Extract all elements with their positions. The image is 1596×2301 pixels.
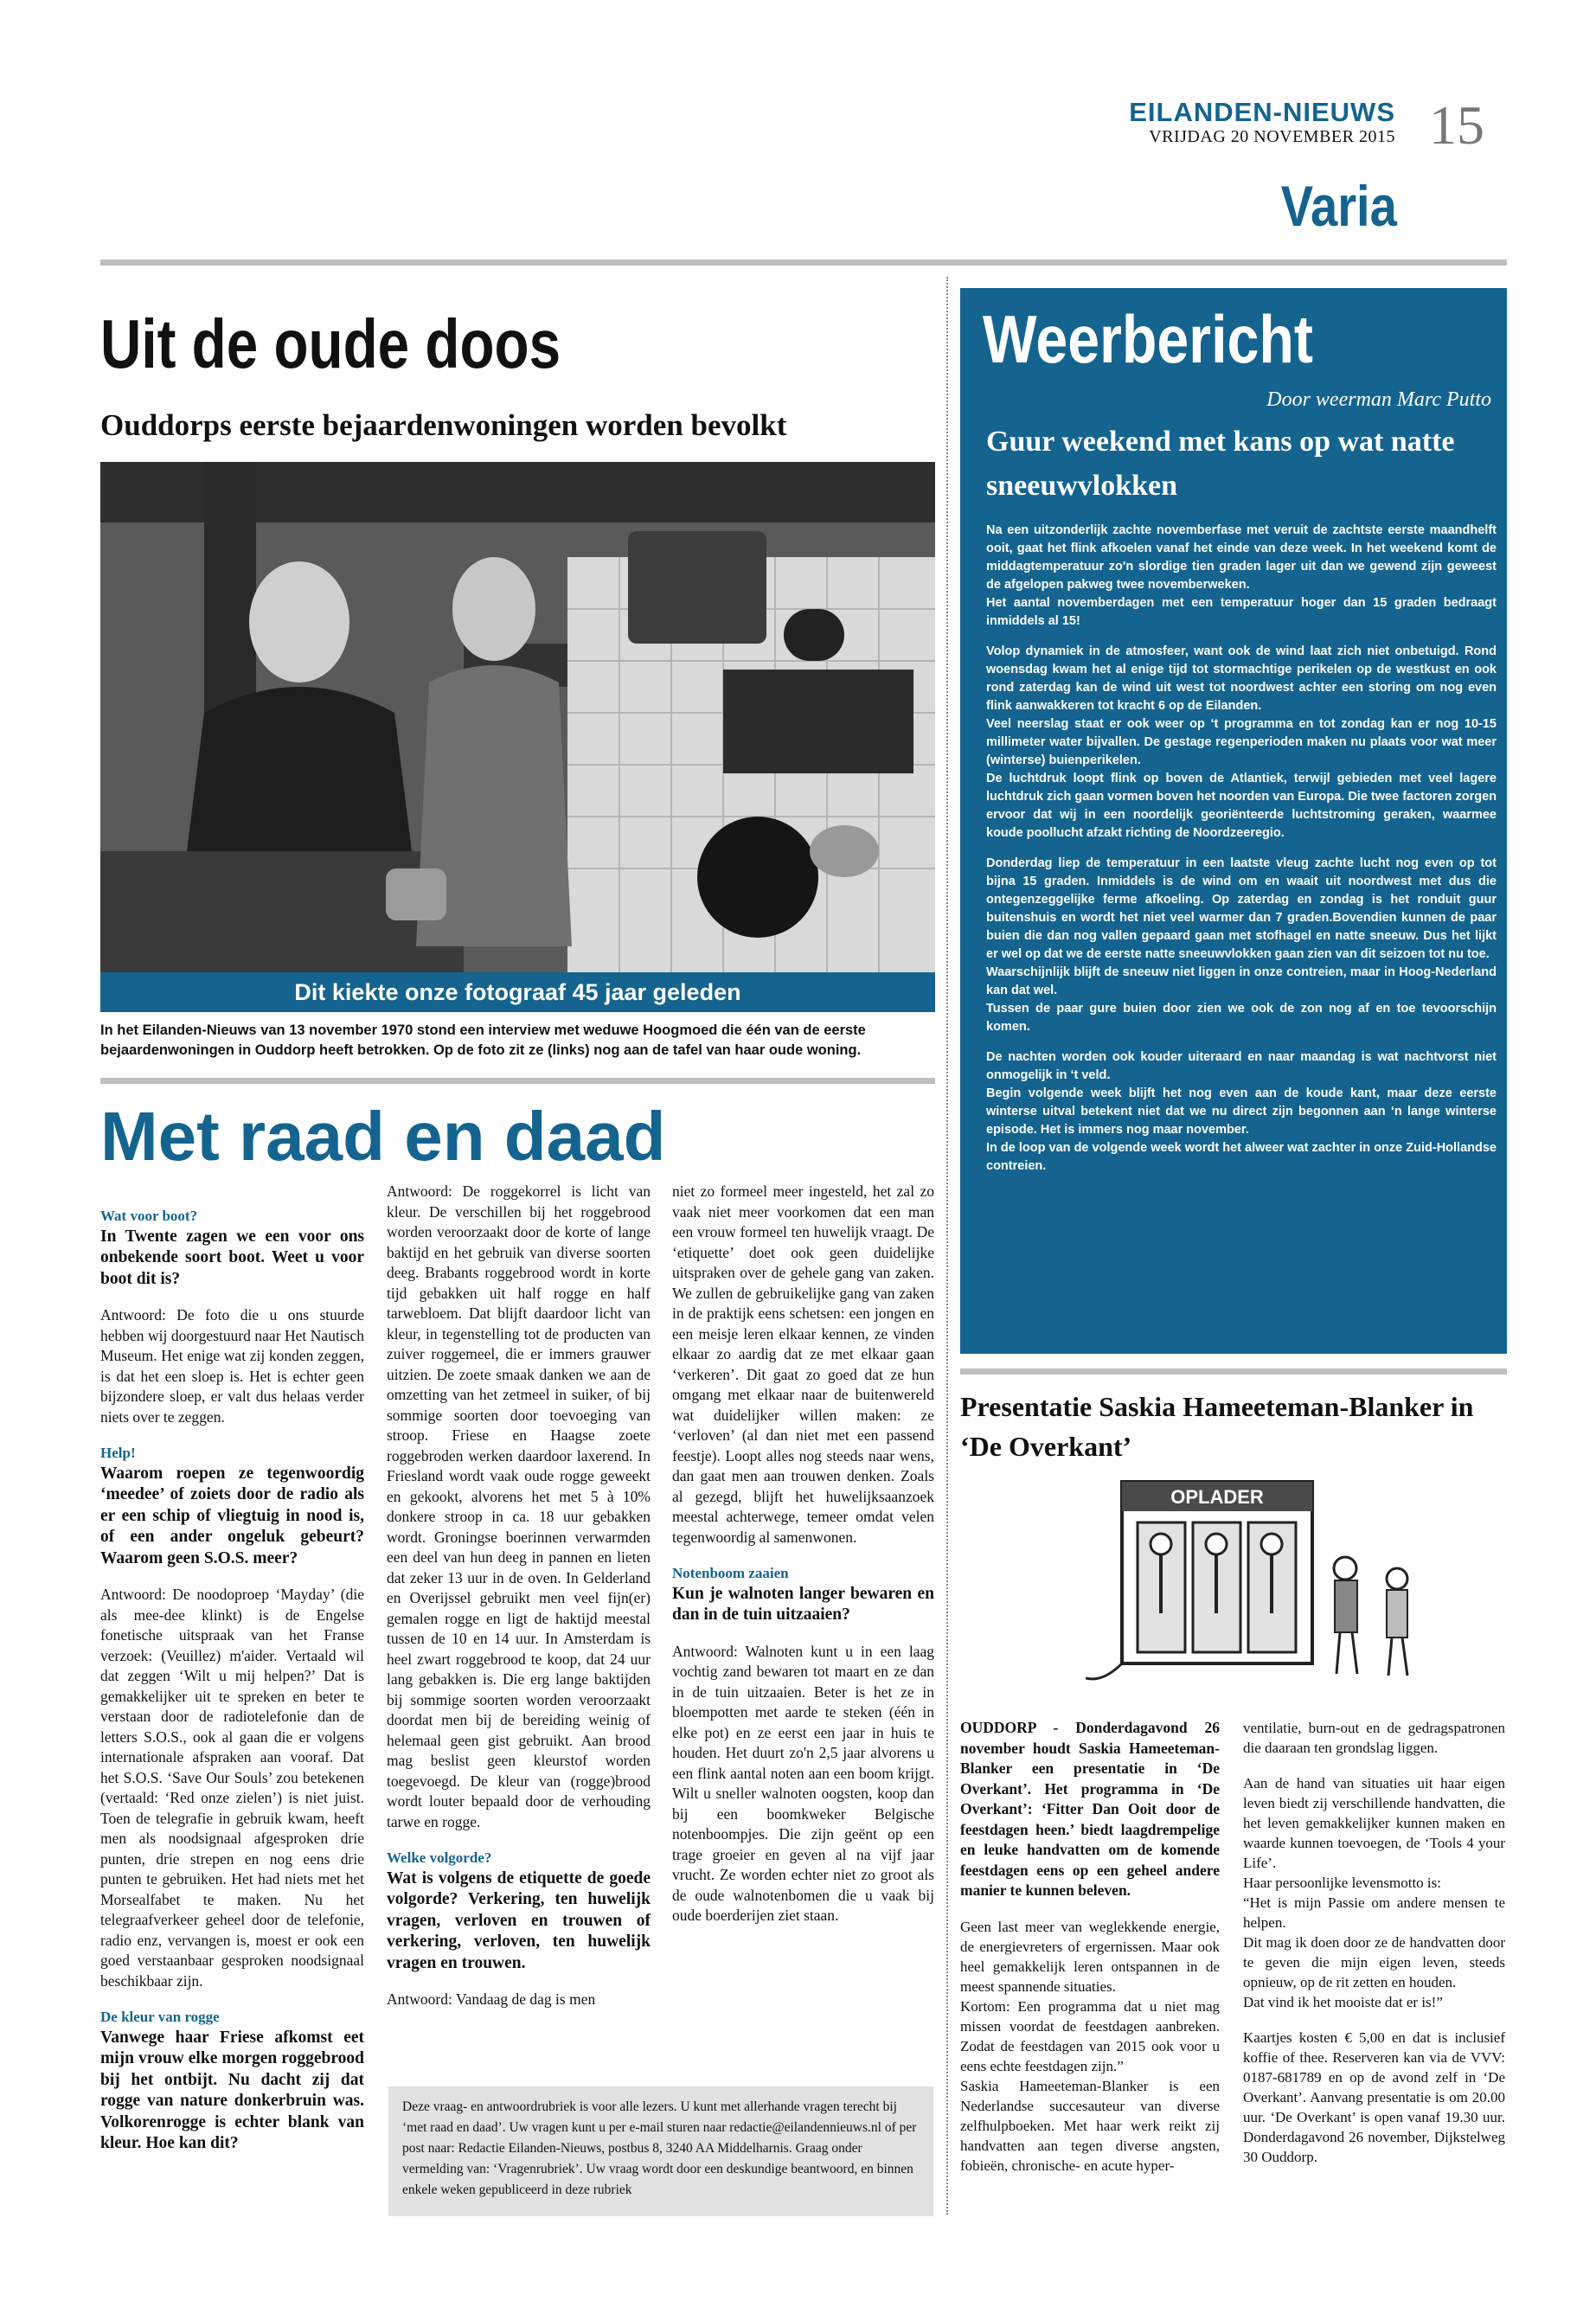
question-text: In Twente zagen we een voor ons onbekende soort boot. Weet u voor boot dit is?: [100, 1227, 364, 1288]
presentatie-column-2: [1243, 1718, 1505, 2167]
cartoon-label: OPLADER: [1170, 1486, 1264, 1508]
presentatie-paragraph: Dit mag ik doen door ze de handvatten door te geven die mijn eigen leven, steeds opnieuw, op de rit zetten en houden.: [1243, 1934, 1505, 1990]
presentatie-paragraph: “Het is mijn Passie om andere mensen te helpen.: [1243, 1894, 1505, 1931]
question-label: Welke volgorde?: [387, 1849, 492, 1866]
presentatie-paragraph: ventilatie, burn-out en de gedragspatronen die daaraan ten grondslag liggen.: [1243, 1720, 1505, 1756]
presentatie-paragraph: Dat vind ik het mooiste dat er is!”: [1243, 1994, 1443, 2010]
presentatie-column-1: [960, 1718, 1220, 2176]
weather-paragraph: Het aantal novemberdagen met een temperatuur hoger dan 15 graden bedraagt inmiddels al 15!: [986, 596, 1497, 628]
weather-subheadline: Guur weekend met kans op wat natte sneeuwvlokken: [986, 426, 1455, 502]
question-text: Waarom roepen ze tegenwoordig ‘meedee’ of zoiets door de radio als er een schip of vliegtuig in nood is, of een ander ongeluk gebeurt? Waarom geen S.O.S. meer?: [100, 1464, 364, 1567]
weather-paragraph: Na een uitzonderlijk zachte novemberfase met veruit de zachtste eerste maandhelft ooit, gaat het flink afkoelen vanaf het einde van deze week. In het weekend komt de middagtemperatuur zo'n slordige tien graden lager uit dan we gewend zijn geweest de afgelopen pakweg twee novemberweken.: [986, 523, 1497, 592]
masthead-logo: EILANDEN-NIEUWS: [1129, 97, 1395, 127]
answer-text: niet zo formeel meer ingesteld, het zal zo vaak niet meer voorkomen dat een man een vrouw formeel ten huwelijk vraagt. De ‘etiquette’ doet ook geen duidelijke uitspraken over de gehele gang van zaken. We zullen de gebruikelijke gang van zaken in de praktijk eens schetsen: een jongen en een meisje leren elkaar kennen, ze vinden elkaar zo aardig dat ze met elkaar gaan ‘verkeren’. Dit gaat zo goed dat ze hun omgang met elkaar naar de buitenwereld wat duidelijker willen maken: ze ‘verloven’ (al dan niet met een passend feestje). Loopt alles nog steeds naar wens, dan gaat men aan trouwen denken. Zoals al gezegd, blijft het huwelijksaanzoek meestal achterwege, temeer omdat velen tegenwoordig al samenwonen.: [672, 1183, 934, 1546]
oude-doos-headline: Uit de oude doos: [100, 305, 561, 382]
raad-headline: Met raad en daad: [100, 1098, 666, 1175]
answer-text: Antwoord: De noodoproep ‘Mayday’ (die als mee-dee klinkt) is de Engelse fonetische uitspraak van het Franse verzoek: (Veuillez) m'aider. Vertaald wil dat zeggen ‘Wilt u mij helpen?’ Dat is gemakkelijker uit te spreken en beter te verstaan door de radiotelefonie dan de letters S.O.S., ook al gaan die er volgens internationale afspraken aan vooraf. Dat het S.O.S. ‘Save Our Souls’ zou betekenen (vertaald: ‘Red onze zielen’) is niet juist. Toen de telegrafie in gebruik kwam, heeft men als noodsignaal afgesproken drie punten, drie strepen en nog eens drie punten te gebruiken. Het had niets met het Morsealfabet te maken. Nu het telegraafverkeer geheel door de telefonie, radio enz, vervangen is, moest er ook een goed verstaanbaar gesproken noodsignaal beschikbaar zijn.: [100, 1586, 364, 1990]
presentatie-paragraph: Geen last meer van weglekkende energie, de energievreters of ergernissen. Maar ook heel gemakkelijk leren ontspannen in de meest spannende situaties.: [960, 1918, 1220, 1995]
weather-paragraph: Waarschijnlijk blijft de sneeuw niet liggen in onze contreien, maar in Hoog-Nederland kan dat wel.: [986, 965, 1497, 997]
weather-box: [960, 288, 1507, 1354]
answer-text: Antwoord: Vandaag de dag is men: [387, 1990, 596, 2008]
photo-caption-band: Dit kiektе onze fotograaf 45 jaar geleden: [100, 972, 935, 1012]
answer-text: Antwoord: De roggekorrel is licht van kleur. De verschillen bij het roggebrood worden veroorzaakt door de korte of lange baktijd en het gebruik van diverse soorten deeg. Brabants roggebrood wordt in korte tijd gebakken uit half rogge en half tarwebloem. Dat blijft daardoor licht van kleur, in tegenstelling tot de producten van zuiver roggemeel, die er immers grauwer uitzien. De zoete smaak danken we aan de omzetting van het zetmeel in suiker, of bij sommige soorten door toevoeging van stroop. Friese en Haagse zoete roggebroden werken daardoor laxerend. In Friesland wordt vaak oude rogge geweekt en gekookt, alvorens het met 5 à 10% donkere stroop in ca. 18 uur gebakken wordt. Groningse boerinnen verwarmden een deel van hun deeg in pannen en lieten dat zeker 13 uur in de oven. In Gelderland en Overijssel gebruikt men veel fijn(er) gemalen rogge en ligt de haktijd meestal tussen de 10 en 14 uur. In Amsterdam is heel zwart roggebrood te koop, dat 24 uur lang gebakken is. Die erg lange baktijden bij sommige soorten worden veroorzaakt doordat men bij de bereiding weinig of helemaal geen gist gebruikt. Aan brood mag beslist geen kleurstof worden toegevoegd. De kleur van (rogge)brood wordt louter bepaald door de verhouding tarwe en rogge.: [387, 1183, 651, 1830]
presentatie-paragraph: Kortom: Een programma dat u niet mag missen voordat de feestdagen aanbreken. Zodat de feestdagen van 2015 ook voor u eens echte feestdagen zijn.”: [960, 1997, 1220, 2074]
issue-date: VRIJDAG 20 NOVEMBER 2015: [1149, 127, 1395, 146]
weather-headline: Weerbericht: [983, 301, 1313, 377]
presentatie-headline: Presentatie Saskia Hameeteman-Blanker in ‘De Overkant’: [960, 1391, 1474, 1462]
raad-info-box: [388, 2086, 933, 2216]
photo-caption-text: In het Eilanden-Nieuws van 13 november 1970 stond een interview met weduwe Hoogmoed die één van de eerste bejaardenwoningen in Ouddorp heeft betrokken. Op de foto zit ze (links) nog aan de tafel van haar oude woning.: [100, 1022, 866, 1058]
raad-column-2: [387, 1182, 651, 2010]
presentatie-lead: OUDDORP - Donderdagavond 26 november houdt Saskia Hameeteman-Blanker een presentatie in ‘De Overkant’. Het programma in ‘De Overkant’: ‘Fitter Dan Ooit door de feestdagen heen.’ biedt laagdrempelige en leuke handvatten om de komende feestdagen eens op een geheel andere manier te kunnen beleven.: [960, 1719, 1220, 1899]
section-divider: [100, 1078, 935, 1084]
weather-byline: Door weerman Marc Putto: [1266, 388, 1491, 411]
charger-cartoon: [1086, 1475, 1432, 1700]
question-text: Wat is volgens de etiquette de goede volgorde? Verkering, ten huwelijk vragen, verloven en trouwen of verkering, verloven, ten huwelijk vragen en trouwen.: [387, 1868, 651, 1972]
question-label: Help!: [100, 1445, 136, 1461]
answer-text: Antwoord: Walnoten kunt u in een laag vochtig zand bewaren tot maart en ze dan in de tuin uitzaaien. Beter is het ze in bloempotten met aarde te steken (één in elke pot) en ze eerst een jaar in huis te houden. Het duurt zo'n 2,5 jaar alvorens u een flink aantal noten aan een boom krijgt. Wilt u sneller walnoten oogsten, koop dan bij een boomkweker Belgische notenboompjes. Die zijn geënt op een trage groeier en geven al na vijf jaar vrucht. Ze worden echter niet zo groot als de oude walnotenbomen die u vaak bij oude boerderijen ziet staan.: [672, 1642, 934, 1924]
question-label: Notenboom zaaien: [672, 1565, 789, 1581]
presentatie-paragraph: Aan de hand van situaties uit haar eigen leven biedt zij verschillende handvatten, die het leven gemakkelijker kunnen maken en waarde kunnen toevoegen, de ‘Tools 4 your Life’.: [1243, 1775, 1505, 1871]
presentatie-paragraph: Kaartjes kosten € 5,00 en dat is inclusief koffie of thee. Reserveren kan via de VVV: 0187-681789 en op de avond zelf in ‘De Overkant’. Aanvang presentatie is om 20.00 uur. ‘De Overkant’ is open vanaf 19.30 uur. Donderdagavond 26 november, Dijkstelweg 30 Ouddorp.: [1243, 2029, 1505, 2165]
weather-paragraph: Volop dynamiek in de atmosfeer, want ook de wind laat zich niet onbetuigd. Rond woensdag kwam het al enige tijd tot stormachtige perikelen op de westkust en ook rond zaterdag kan de wind uit west tot noordwest achter een storing om nog even flink aanwakkeren tot kracht 6 op de Eilanden.: [986, 644, 1497, 713]
column-divider: [946, 277, 948, 2214]
question-text: Vanwege haar Friese afkomst eet mijn vrouw elke morgen roggebrood bij het ontbijt. Nu dacht zij dat rogge van nature donkerbruin was. Volkorenrogge is echter blank van kleur. Hoe kan dit?: [100, 2028, 364, 2152]
weather-paragraph: In de loop van de volgende week wordt het alweer wat zachter in onze Zuid-Hollandse contreien.: [986, 1141, 1497, 1173]
oude-doos-subheadline: Ouddorps eerste bejaardenwoningen worden bevolkt: [100, 408, 787, 442]
section-title: Varia: [1280, 174, 1397, 238]
weather-paragraph: De luchtdruk loopt flink op boven de Atlantiek, terwijl gebieden met veel lagere luchtdruk zich gaan vormen boven het noorden van Europa. Die twee factoren zorgen ervoor dat wij in een noordelijk georiënteerde luchtstroming geraken, waarmee koude poollucht afzakt richting de Noordzeeregio.: [986, 772, 1497, 840]
weather-body: [986, 522, 1497, 1176]
question-text: Kun je walnoten langer bewaren en dan in de tuin uitzaaien?: [672, 1584, 934, 1624]
raad-column-3: [672, 1182, 934, 1926]
weather-paragraph: Donderdag liep de temperatuur in een laatste vleug zachte lucht nog even op tot bijna 15 graden. Inmiddels is de wind om en waait uit noordwest met dus die ontegenzeggelijke ferme afkoeling. Op zaterdag en zondag is het ronduit guur buitenshuis en wordt het niet veel warmer dan 7 graden.Bovendien kunnen de paar buien die dan nog vallen gepaard gaan met stofhagel en natte sneeuw. Dus het lijkt er wel op dat we de eerste natte sneeuwvlokken gaan zien van dit seizoen tot nu toe.: [986, 856, 1497, 961]
weather-paragraph: Veel neerslag staat er ook weer op ‘t programma en tot zondag kan er nog 10-15 millimeter water bijvallen. De gestage regenperioden maken nu plaats voor wat meer (winterse) buienperikelen.: [986, 717, 1497, 767]
question-label: Wat voor boot?: [100, 1208, 198, 1224]
top-divider: [100, 260, 1507, 266]
weather-paragraph: Tussen de paar gure buien door zien we ook de zon nog af en toe tevoorschijn komen.: [986, 1002, 1497, 1034]
presentatie-paragraph: Saskia Hameeteman-Blanker is een Nederlandse succesauteur van diverse zelfhulpboeken. Met haar werk reikt zij handvatten aan tegen diverse angsten, fobieën, chronische- en acute hyper-: [960, 2077, 1220, 2174]
presentatie-paragraph: Haar persoonlijke levensmotto is:: [1243, 1875, 1441, 1891]
question-label: De kleur van rogge: [100, 2009, 220, 2025]
page-number: 15: [1429, 94, 1484, 156]
raad-column-1: [100, 1206, 364, 2155]
weather-paragraph: Begin volgende week blijft het nog even aan de koude kant, maar deze eerste winterse uitval betekent niet dat we nu direct zijn begonnen aan ‘n lange winterse episode. Het is immers nog maar november.: [986, 1086, 1497, 1137]
answer-text: Antwoord: De foto die u ons stuurde hebben wij doorgestuurd naar Het Nautisch Museum. Het enige wat zij konden zeggen, is dat het een sloep is. Het is echter geen bijzondere sloep, er valt dus helaas verder niets over te zeggen.: [100, 1306, 364, 1426]
raad-info-text: Deze vraag- en antwoordrubriek is voor alle lezers. U kunt met allerhande vragen terecht bij ‘met raad en daad’. Uw vragen kunt u per e-mail sturen naar redactie@eilandennieuws.nl of per post naar: Redactie Eilanden-Nieuws, postbus 8, 3240 AA Middelharnis. Graag onder vermelding van: ‘Vragenrubriek’. Uw vraag wordt door een deskundige beantwoord, en binnen enkele weken gepubliceerd in deze rubriek: [402, 2099, 917, 2197]
section-divider: [960, 1368, 1507, 1375]
archive-photo: [100, 462, 935, 972]
weather-paragraph: De nachten worden ook kouder uiteraard en naar maandag is wat nachtvorst niet onmogelijk in ‘t veld.: [986, 1050, 1497, 1082]
archive-photo-image: [100, 462, 935, 972]
